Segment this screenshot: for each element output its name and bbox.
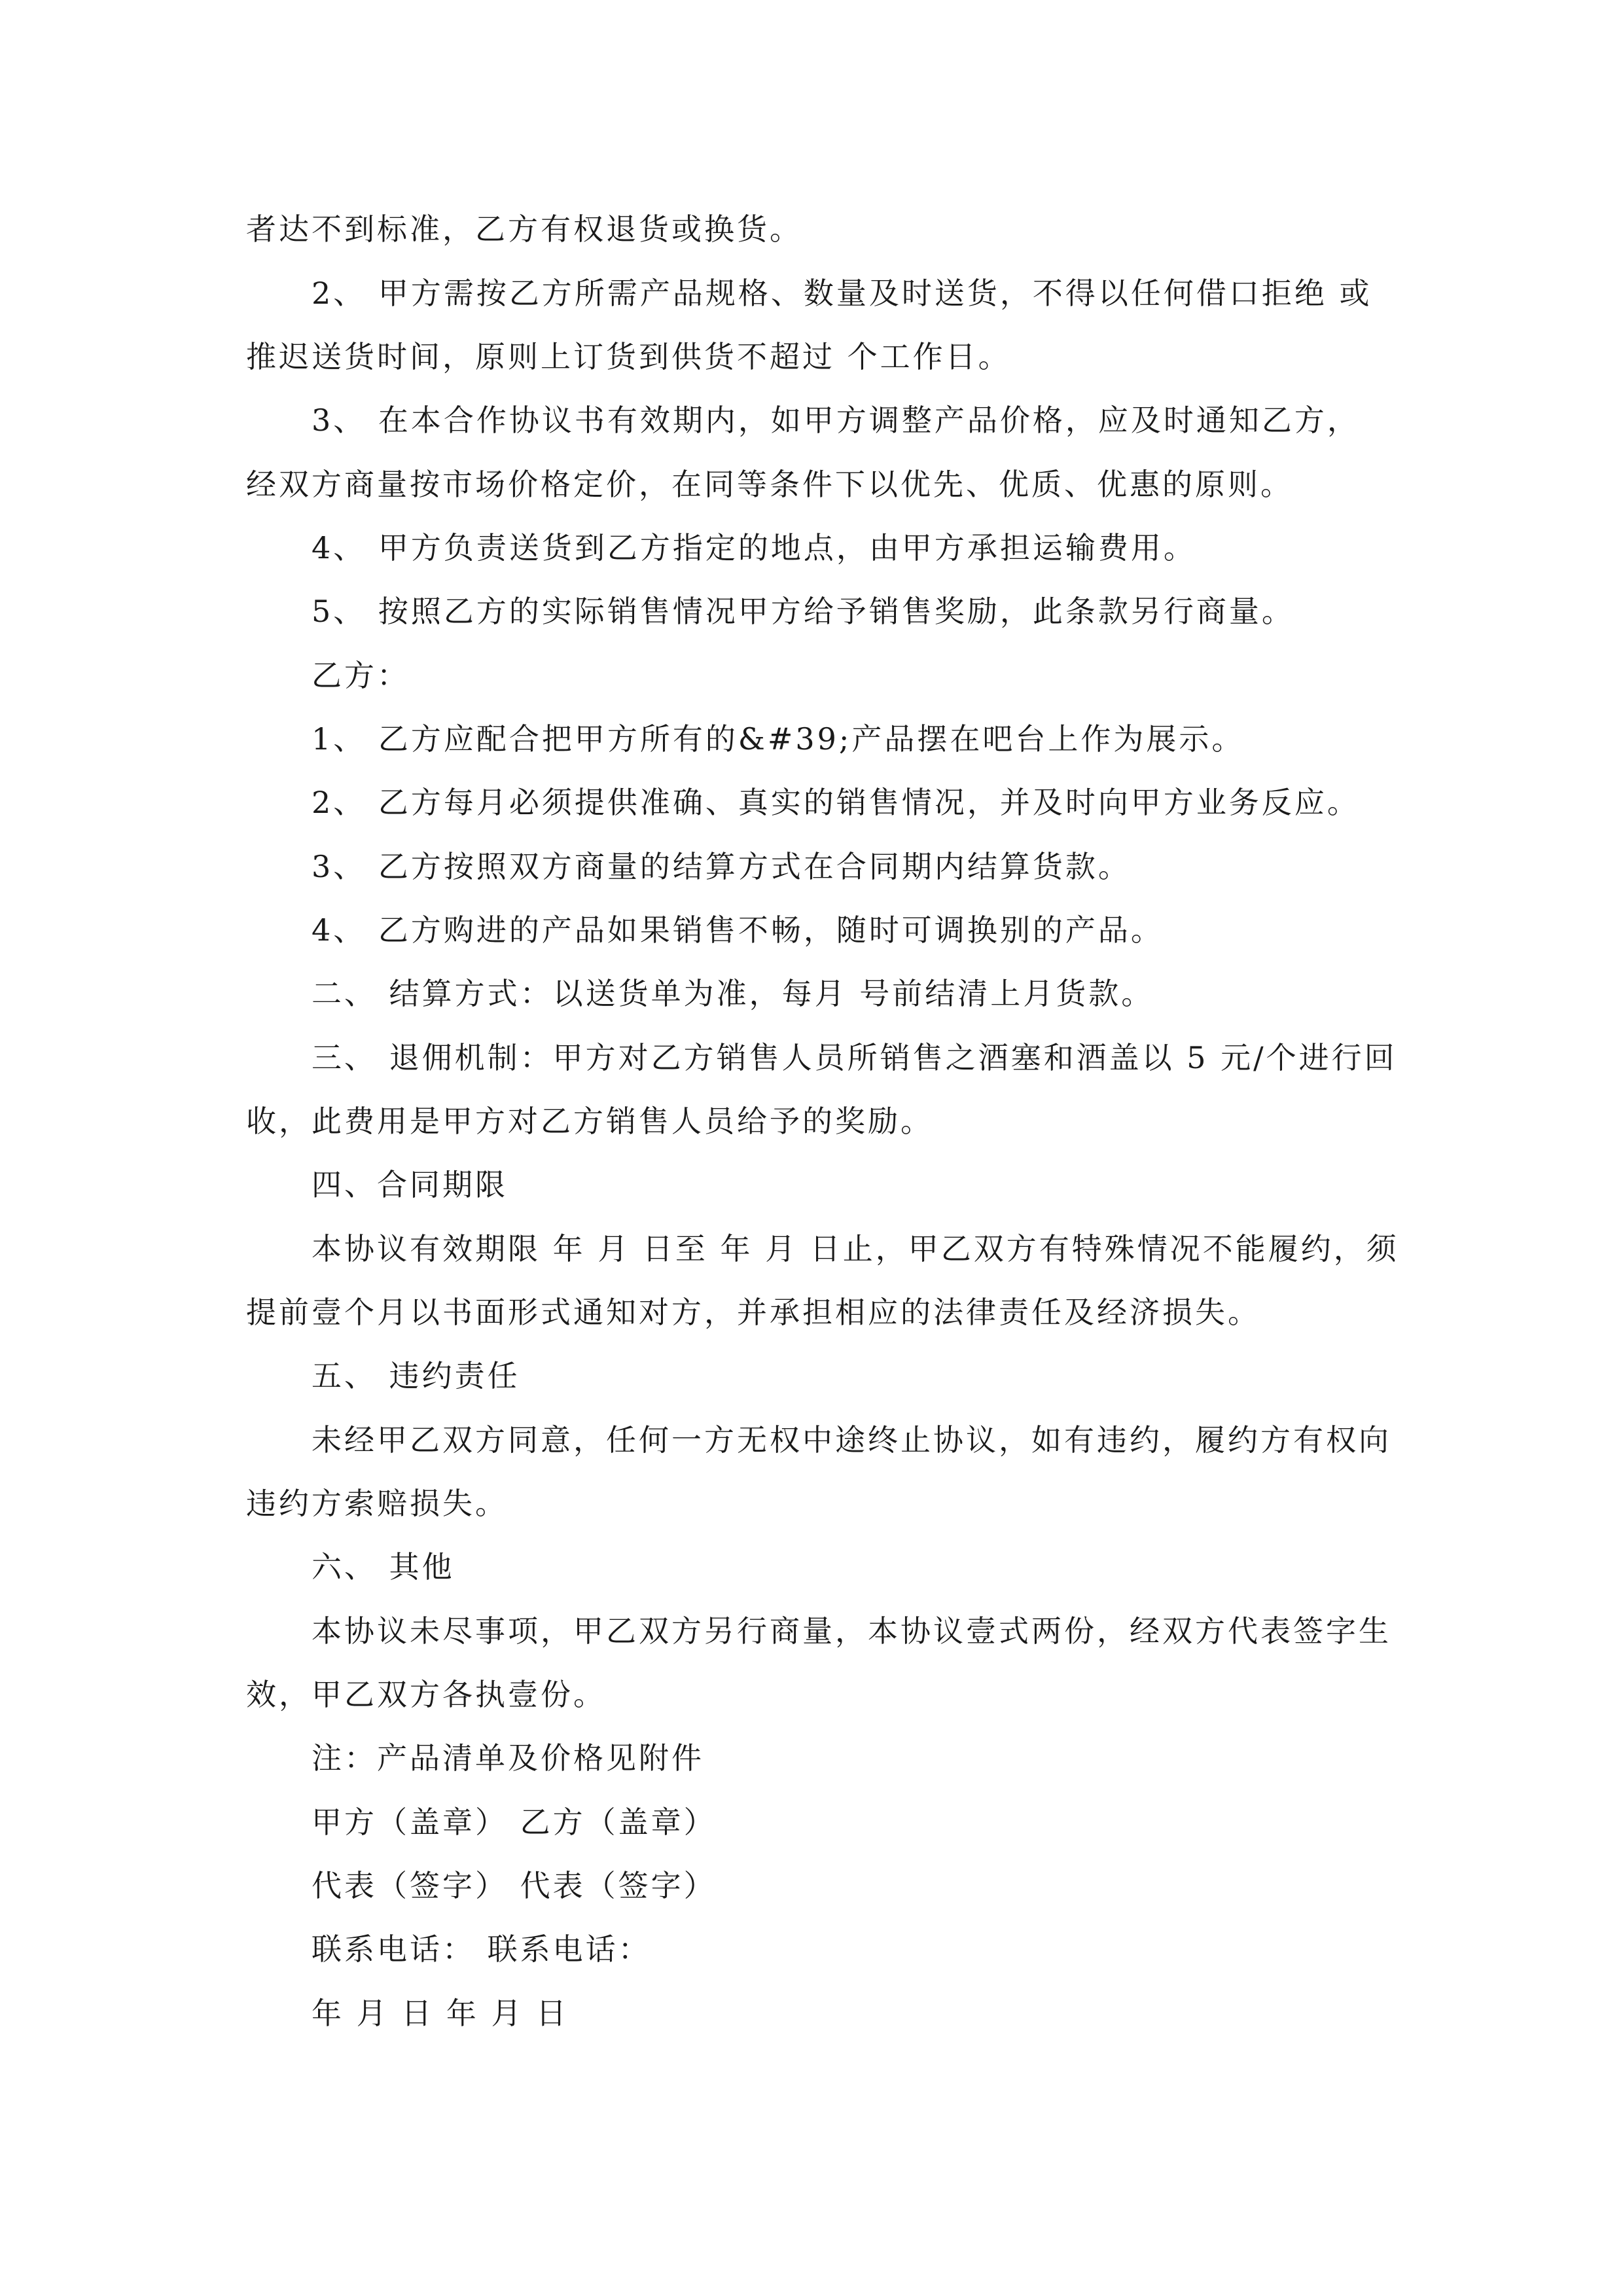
paragraph-line: 违约方索赔损失。 [246,1486,508,1521]
section-heading: 四、合同期限 [312,1167,508,1202]
paragraph-line: 1、 乙方应配合把甲方所有的&#39;产品摆在吧台上作为展示。 [312,721,1245,757]
section-heading: 五、 违约责任 [312,1358,520,1393]
date-line: 年 月 日 年 月 日 [312,1996,569,2031]
paragraph-line: 者达不到标准，乙方有权退货或换货。 [246,211,802,247]
signature-line: 代表（签字） 代表（签字） [312,1868,717,1903]
paragraph-line: 二、 结算方式：以送货单为准，每月 号前结清上月货款。 [312,976,1154,1011]
paragraph-line: 3、 乙方按照双方商量的结算方式在合同期内结算货款。 [312,849,1131,884]
section-heading: 六、 其他 [312,1549,455,1585]
paragraph-line: 提前壹个月以书面形式通知对方，并承担相应的法律责任及经济损失。 [246,1295,1260,1330]
paragraph-line: 5、 按照乙方的实际销售情况甲方给予销售奖励，此条款另行商量。 [312,594,1294,629]
paragraph-line: 2、 甲方需按乙方所需产品规格、数量及时送货，不得以任何借口拒绝 或 [312,276,1372,311]
paragraph-line: 经双方商量按市场价格定价，在同等条件下以优先、优质、优惠的原则。 [246,467,1293,502]
paragraph-line: 推迟送货时间，原则上订货到供货不超过 个工作日。 [246,339,1011,374]
paragraph-line: 4、 甲方负责送货到乙方指定的地点，由甲方承担运输费用。 [312,530,1196,565]
paragraph-line: 4、 乙方购进的产品如果销售不畅，随时可调换别的产品。 [312,912,1164,948]
section-heading: 乙方： [312,658,410,693]
seal-line: 甲方（盖章） 乙方（盖章） [312,1804,717,1840]
paragraph-line: 效，甲乙双方各执壹份。 [246,1677,606,1712]
paragraph-line: 三、 退佣机制：甲方对乙方销售人员所销售之酒塞和酒盖以 5 元/个进行回 [312,1040,1397,1075]
note-line: 注：产品清单及价格见附件 [312,1740,704,1776]
paragraph-line: 未经甲乙双方同意，任何一方无权中途终止协议，如有违约，履约方有权向 [312,1422,1391,1458]
paragraph-line: 本协议未尽事项，甲乙双方另行商量，本协议壹式两份，经双方代表签字生 [312,1613,1391,1649]
paragraph-line: 收，此费用是甲方对乙方销售人员给予的奖励。 [246,1103,933,1139]
paragraph-line: 2、 乙方每月必须提供准确、真实的销售情况，并及时向甲方业务反应。 [312,785,1360,820]
phone-line: 联系电话： 联系电话： [312,1931,651,1967]
paragraph-line: 本协议有效期限 年 月 日至 年 月 日止，甲乙双方有特殊情况不能履约，须 [312,1231,1399,1266]
paragraph-line: 3、 在本合作协议书有效期内，如甲方调整产品价格，应及时通知乙方， [312,403,1360,438]
